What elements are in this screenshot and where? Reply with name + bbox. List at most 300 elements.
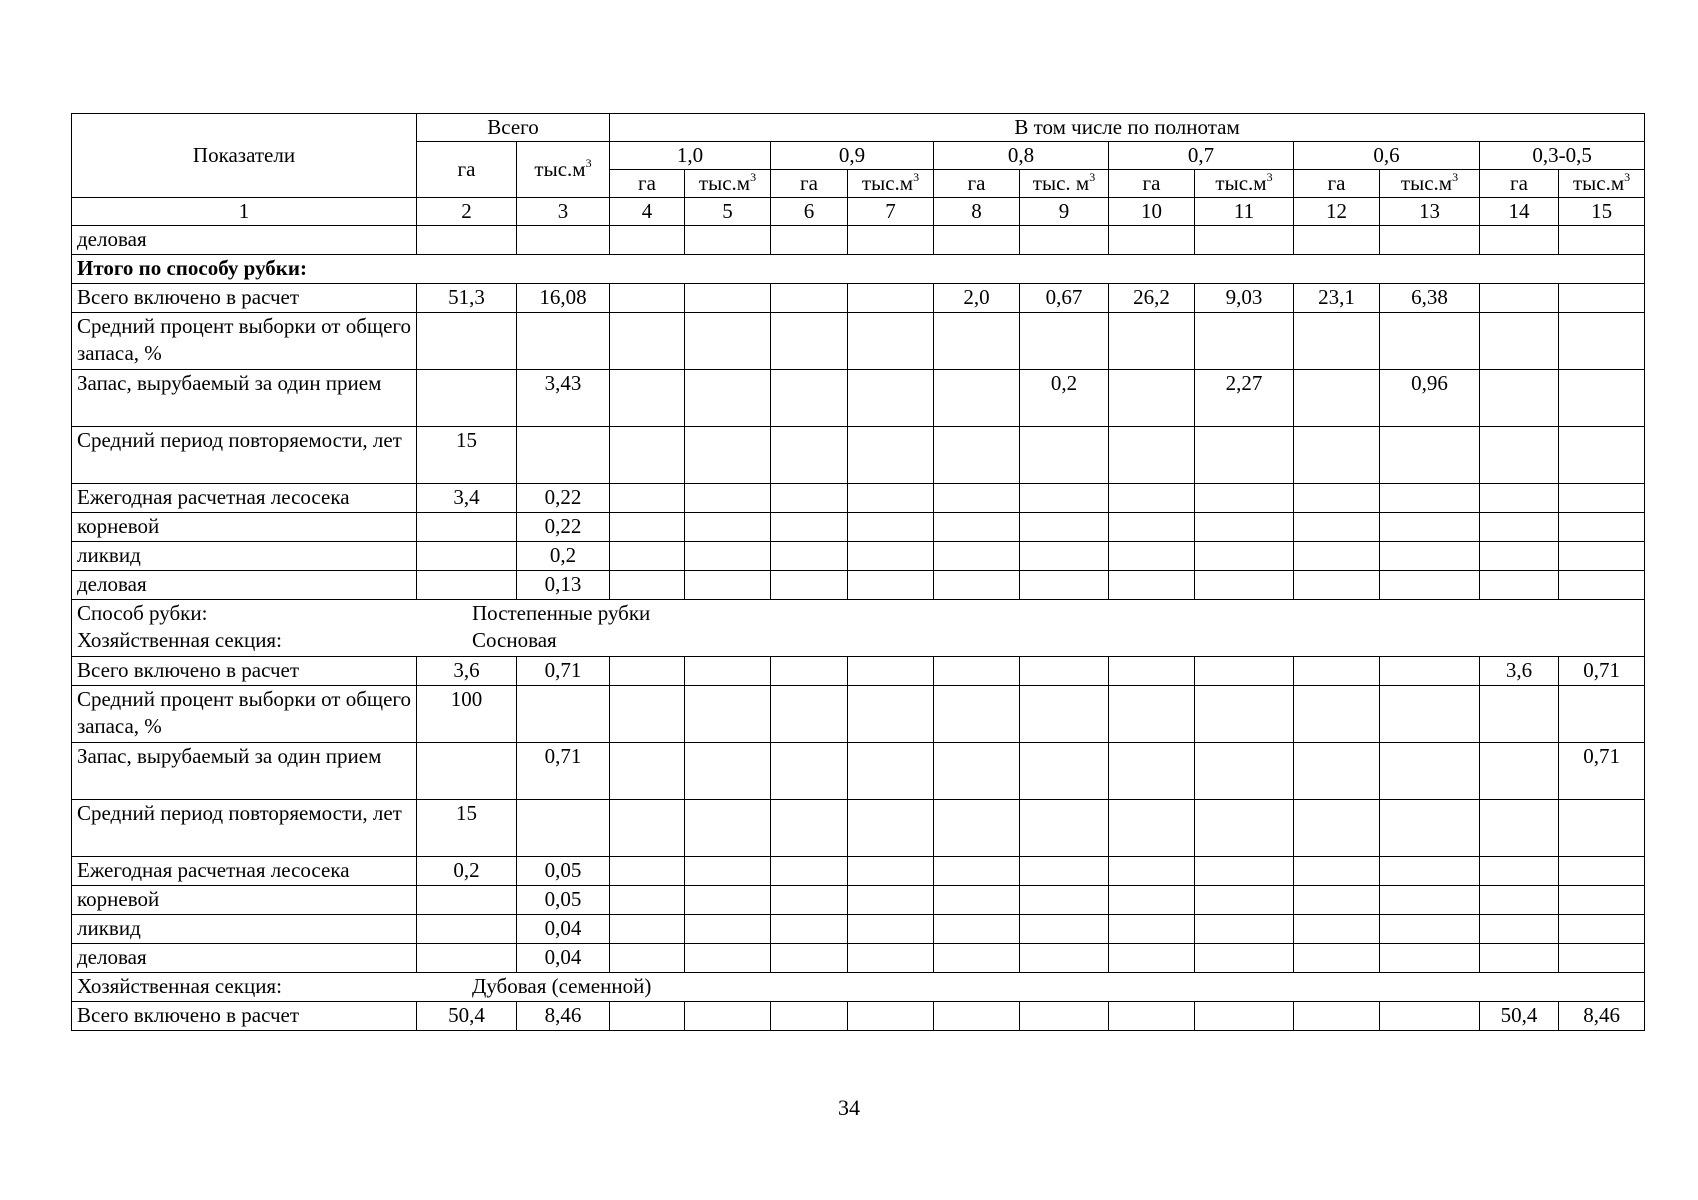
table-cell xyxy=(1020,513,1109,542)
table-cell: 3,43 xyxy=(517,370,610,427)
table-cell xyxy=(1559,284,1645,313)
table-cell xyxy=(685,944,771,973)
table-cell xyxy=(1020,542,1109,571)
table-cell xyxy=(610,657,685,686)
table-cell xyxy=(1195,915,1294,944)
table-cell xyxy=(1559,427,1645,484)
table-cell xyxy=(771,800,848,857)
table-cell xyxy=(1380,657,1480,686)
table-cell xyxy=(1380,944,1480,973)
table-cell xyxy=(1109,313,1195,370)
table-cell xyxy=(610,886,685,915)
table-cell xyxy=(1195,1002,1294,1031)
table-cell xyxy=(1559,944,1645,973)
table-cell xyxy=(417,944,517,973)
table-cell xyxy=(1380,571,1480,600)
table-cell xyxy=(934,313,1020,370)
table-cell: 0,2 xyxy=(1020,370,1109,427)
table-cell xyxy=(1109,484,1195,513)
table-cell xyxy=(610,915,685,944)
table-cell xyxy=(1380,1002,1480,1031)
page-number: 34 xyxy=(838,1095,860,1120)
table-cell xyxy=(417,915,517,944)
table-cell xyxy=(1380,886,1480,915)
column-number: 14 xyxy=(1480,198,1559,226)
table-cell xyxy=(934,571,1020,600)
table-cell xyxy=(1195,686,1294,743)
table-cell xyxy=(771,657,848,686)
row-label: Запас, вырубаемый за один прием xyxy=(72,370,417,427)
table-cell xyxy=(685,484,771,513)
section-info-row xyxy=(72,600,1645,657)
table-row xyxy=(72,915,1645,944)
table-cell xyxy=(685,886,771,915)
table-row xyxy=(72,800,1645,857)
table-cell xyxy=(1020,743,1109,800)
table-cell xyxy=(848,686,934,743)
table-cell xyxy=(610,484,685,513)
table-cell xyxy=(517,427,610,484)
table-cell xyxy=(934,427,1020,484)
table-cell xyxy=(848,226,934,255)
table-cell xyxy=(610,284,685,313)
table-cell xyxy=(771,427,848,484)
table-cell xyxy=(1380,313,1480,370)
table-row xyxy=(72,857,1645,886)
table-cell xyxy=(1559,226,1645,255)
row-label: Средний процент выборки от общего запаса, % xyxy=(72,313,417,370)
table-cell xyxy=(771,915,848,944)
table-cell xyxy=(685,513,771,542)
header-total: Всего xyxy=(417,114,610,142)
table-cell xyxy=(1020,800,1109,857)
header-density-0-7: 0,7 xyxy=(1109,142,1294,170)
table-cell xyxy=(610,542,685,571)
table-cell: 2,0 xyxy=(934,284,1020,313)
table-cell xyxy=(1109,886,1195,915)
table-cell xyxy=(610,944,685,973)
table-cell: 100 xyxy=(417,686,517,743)
column-number: 10 xyxy=(1109,198,1195,226)
table-cell xyxy=(1195,542,1294,571)
table-cell xyxy=(934,542,1020,571)
row-label: Средний процент выборки от общего запаса, % xyxy=(72,686,417,743)
table-cell xyxy=(1195,857,1294,886)
table-cell xyxy=(1195,427,1294,484)
table-cell xyxy=(771,944,848,973)
table-cell xyxy=(1020,944,1109,973)
table-cell xyxy=(1480,313,1559,370)
table-cell xyxy=(517,313,610,370)
table-cell: 2,27 xyxy=(1195,370,1294,427)
row-label: Всего включено в расчет xyxy=(72,284,417,313)
table-cell xyxy=(1380,800,1480,857)
column-number: 13 xyxy=(1380,198,1480,226)
table-cell xyxy=(1294,657,1380,686)
table-cell xyxy=(771,886,848,915)
table-cell xyxy=(685,686,771,743)
info-value: Сосновая xyxy=(472,628,557,652)
forestry-table xyxy=(71,113,1645,1031)
table-cell xyxy=(685,800,771,857)
table-cell xyxy=(1195,571,1294,600)
table-row xyxy=(72,886,1645,915)
table-cell xyxy=(1559,313,1645,370)
section-info xyxy=(72,600,1645,657)
table-cell xyxy=(1195,743,1294,800)
table-cell xyxy=(610,370,685,427)
table-row xyxy=(72,686,1645,743)
table-cell: 23,1 xyxy=(1294,284,1380,313)
table-cell xyxy=(417,886,517,915)
table-cell xyxy=(848,284,934,313)
table-cell xyxy=(848,886,934,915)
table-cell xyxy=(1020,427,1109,484)
info-line xyxy=(77,627,1639,654)
column-number: 7 xyxy=(848,198,934,226)
row-label: Ежегодная расчетная лесосека xyxy=(72,857,417,886)
table-cell xyxy=(1020,857,1109,886)
header-unit-vol: $тыс.м^3$ xyxy=(1195,170,1294,198)
section-info-row xyxy=(72,973,1645,1002)
table-cell xyxy=(934,657,1020,686)
table-cell: 0,2 xyxy=(517,542,610,571)
table-cell xyxy=(934,915,1020,944)
table-cell: 9,03 xyxy=(1195,284,1294,313)
table-cell xyxy=(848,944,934,973)
table-cell: 0,05 xyxy=(517,886,610,915)
header-unit-ha: га xyxy=(934,170,1020,198)
table-cell: 50,4 xyxy=(1480,1002,1559,1031)
section-title: Итого по способу рубки: xyxy=(72,255,1645,284)
row-label: Всего включено в расчет xyxy=(72,1002,417,1031)
table-cell: 0,67 xyxy=(1020,284,1109,313)
table-cell xyxy=(1480,743,1559,800)
table-cell xyxy=(1480,686,1559,743)
section-info xyxy=(72,973,1645,1002)
table-cell: 0,13 xyxy=(517,571,610,600)
table-cell xyxy=(1109,542,1195,571)
table-cell xyxy=(1195,484,1294,513)
table-cell xyxy=(1294,1002,1380,1031)
row-label: деловая xyxy=(72,226,417,255)
header-density-0-9: 0,9 xyxy=(771,142,934,170)
table-cell xyxy=(1380,915,1480,944)
table-cell xyxy=(1380,427,1480,484)
table-cell xyxy=(1559,686,1645,743)
column-number: 4 xyxy=(610,198,685,226)
table-cell xyxy=(610,513,685,542)
table-cell: 0,22 xyxy=(517,513,610,542)
table-cell xyxy=(848,743,934,800)
table-cell xyxy=(848,370,934,427)
table-cell xyxy=(1294,915,1380,944)
table-cell xyxy=(848,1002,934,1031)
table-cell: 26,2 xyxy=(1109,284,1195,313)
table-row xyxy=(72,657,1645,686)
table-cell xyxy=(1020,686,1109,743)
table-cell xyxy=(848,313,934,370)
table-cell xyxy=(771,686,848,743)
table-cell xyxy=(1294,857,1380,886)
table-cell xyxy=(685,542,771,571)
table-cell xyxy=(417,513,517,542)
table-cell xyxy=(848,657,934,686)
table-cell xyxy=(417,542,517,571)
header-density-0-3-0-5: 0,3-0,5 xyxy=(1480,142,1645,170)
table-cell xyxy=(1195,657,1294,686)
table-cell xyxy=(1480,513,1559,542)
table-cell xyxy=(1109,1002,1195,1031)
table-row xyxy=(72,484,1645,513)
table-cell xyxy=(1480,571,1559,600)
row-label: ликвид xyxy=(72,915,417,944)
table-cell xyxy=(1109,743,1195,800)
table-cell xyxy=(1480,226,1559,255)
table-cell xyxy=(1559,571,1645,600)
table-cell xyxy=(1195,886,1294,915)
table-cell xyxy=(771,1002,848,1031)
table-cell xyxy=(934,857,1020,886)
table-cell xyxy=(1559,542,1645,571)
table-cell: 8,46 xyxy=(1559,1002,1645,1031)
table-cell xyxy=(848,571,934,600)
table-cell xyxy=(1294,571,1380,600)
table-cell xyxy=(771,284,848,313)
table-cell xyxy=(1480,857,1559,886)
table-cell xyxy=(934,800,1020,857)
column-number: 5 xyxy=(685,198,771,226)
table-row xyxy=(72,370,1645,427)
section-row xyxy=(72,255,1645,284)
table-cell xyxy=(1109,370,1195,427)
header-unit-vol: $тыс.м^3$ xyxy=(1380,170,1480,198)
table-cell xyxy=(1294,484,1380,513)
row-label: деловая xyxy=(72,944,417,973)
table-cell xyxy=(1020,226,1109,255)
table-cell xyxy=(610,226,685,255)
row-label: ликвид xyxy=(72,542,417,571)
table-cell xyxy=(1380,513,1480,542)
table-cell: 0,05 xyxy=(517,857,610,886)
table-cell xyxy=(848,915,934,944)
table-cell xyxy=(1109,571,1195,600)
table-cell xyxy=(1109,800,1195,857)
table-cell xyxy=(1109,944,1195,973)
header-unit-ha: га xyxy=(1480,170,1559,198)
table-row xyxy=(72,944,1645,973)
table-cell xyxy=(1294,743,1380,800)
table-cell: 6,38 xyxy=(1380,284,1480,313)
header-total-ha: га xyxy=(417,142,517,198)
table-cell xyxy=(685,571,771,600)
header-unit-vol: $тыс.м^3$ xyxy=(685,170,771,198)
header-density-0-6: 0,6 xyxy=(1294,142,1480,170)
table-cell xyxy=(417,571,517,600)
table-cell xyxy=(934,686,1020,743)
table-row xyxy=(72,284,1645,313)
table-cell: 51,3 xyxy=(417,284,517,313)
table-cell xyxy=(685,313,771,370)
table-cell xyxy=(1294,686,1380,743)
table-cell xyxy=(848,484,934,513)
header-unit-ha: га xyxy=(1294,170,1380,198)
table-cell: 0,71 xyxy=(1559,743,1645,800)
table-cell xyxy=(1559,886,1645,915)
column-number: 3 xyxy=(517,198,610,226)
header-unit-vol: тыс. $м^3$ xyxy=(1020,170,1109,198)
table-cell xyxy=(771,370,848,427)
header-unit-vol: $тыс.м^3$ xyxy=(1559,170,1645,198)
table-cell: 3,4 xyxy=(417,484,517,513)
table-cell xyxy=(771,513,848,542)
table-cell xyxy=(1020,571,1109,600)
table-cell xyxy=(610,800,685,857)
table-cell xyxy=(417,226,517,255)
table-cell xyxy=(517,800,610,857)
row-label: Средний период повторяемости, лет xyxy=(72,800,417,857)
table-cell xyxy=(1020,1002,1109,1031)
table-cell: 0,04 xyxy=(517,944,610,973)
table-cell xyxy=(1020,657,1109,686)
table-cell xyxy=(848,800,934,857)
table-cell xyxy=(934,513,1020,542)
table-cell xyxy=(934,1002,1020,1031)
table-cell xyxy=(848,542,934,571)
table-cell: 3,6 xyxy=(1480,657,1559,686)
table-cell xyxy=(685,915,771,944)
table-cell xyxy=(1480,800,1559,857)
table-row xyxy=(72,571,1645,600)
table-cell xyxy=(934,226,1020,255)
table-cell xyxy=(685,427,771,484)
table-cell xyxy=(517,226,610,255)
table-cell: 8,46 xyxy=(517,1002,610,1031)
table-cell xyxy=(1559,484,1645,513)
column-number: 8 xyxy=(934,198,1020,226)
table-cell xyxy=(771,313,848,370)
header-unit-ha: га xyxy=(610,170,685,198)
header-density-0-8: 0,8 xyxy=(934,142,1109,170)
table-cell xyxy=(1109,226,1195,255)
info-key: Способ рубки: xyxy=(77,601,208,625)
table-cell xyxy=(1380,686,1480,743)
table-row xyxy=(72,1002,1645,1031)
table-cell: 0,22 xyxy=(517,484,610,513)
table-row xyxy=(72,743,1645,800)
row-label: Средний период повторяемости, лет xyxy=(72,427,417,484)
table-cell xyxy=(1380,542,1480,571)
table-cell xyxy=(1380,743,1480,800)
table-row xyxy=(72,542,1645,571)
table-cell xyxy=(771,857,848,886)
table-cell: 0,2 xyxy=(417,857,517,886)
info-line xyxy=(77,600,1639,627)
row-label: корневой xyxy=(72,513,417,542)
table-cell: 16,08 xyxy=(517,284,610,313)
table-cell xyxy=(934,370,1020,427)
table-cell xyxy=(934,743,1020,800)
table-cell xyxy=(771,542,848,571)
table-cell xyxy=(1480,915,1559,944)
table-cell xyxy=(685,857,771,886)
table-cell: 0,04 xyxy=(517,915,610,944)
header-unit-ha: га xyxy=(1109,170,1195,198)
table-cell xyxy=(685,370,771,427)
table-cell xyxy=(771,226,848,255)
header-unit-ha: га xyxy=(771,170,848,198)
table-cell xyxy=(1294,226,1380,255)
table-cell xyxy=(1294,370,1380,427)
table-cell xyxy=(1480,427,1559,484)
table-row xyxy=(72,226,1645,255)
column-number: 2 xyxy=(417,198,517,226)
table-cell xyxy=(1294,800,1380,857)
table-cell xyxy=(417,370,517,427)
header-unit-vol: $тыс.м^3$ xyxy=(848,170,934,198)
table-cell xyxy=(610,571,685,600)
table-cell xyxy=(1109,686,1195,743)
column-number: 11 xyxy=(1195,198,1294,226)
info-value: Дубовая (семенной) xyxy=(472,974,652,998)
table-cell xyxy=(1109,427,1195,484)
table-cell: 3,6 xyxy=(417,657,517,686)
table-row xyxy=(72,427,1645,484)
table-cell: 0,96 xyxy=(1380,370,1480,427)
table-cell xyxy=(1559,800,1645,857)
table-cell xyxy=(1480,370,1559,427)
table-cell xyxy=(1480,886,1559,915)
header-indicators: Показатели xyxy=(72,114,417,198)
table-cell: 50,4 xyxy=(417,1002,517,1031)
table-cell: 0,71 xyxy=(517,657,610,686)
row-label: деловая xyxy=(72,571,417,600)
header-density-1-0: 1,0 xyxy=(610,142,771,170)
row-label: корневой xyxy=(72,886,417,915)
table-cell xyxy=(1480,542,1559,571)
column-number: 12 xyxy=(1294,198,1380,226)
table-cell xyxy=(771,484,848,513)
table-cell xyxy=(1559,857,1645,886)
table-cell xyxy=(685,657,771,686)
table-cell xyxy=(1020,886,1109,915)
table-cell xyxy=(610,686,685,743)
table-cell xyxy=(1294,313,1380,370)
table-cell xyxy=(1195,800,1294,857)
column-number-row xyxy=(72,198,1645,226)
table-cell xyxy=(1559,915,1645,944)
table-cell xyxy=(685,1002,771,1031)
table-cell xyxy=(848,513,934,542)
table-cell xyxy=(517,686,610,743)
column-number: 1 xyxy=(72,198,417,226)
header-including-by-density: В том числе по полнотам xyxy=(610,114,1645,142)
table-cell xyxy=(685,743,771,800)
table-cell xyxy=(1020,915,1109,944)
table-cell xyxy=(934,944,1020,973)
table-cell xyxy=(1294,542,1380,571)
table-cell xyxy=(1559,370,1645,427)
table-row xyxy=(72,513,1645,542)
table-cell xyxy=(1109,513,1195,542)
row-label: Запас, вырубаемый за один прием xyxy=(72,743,417,800)
table-cell xyxy=(610,313,685,370)
table-cell xyxy=(685,284,771,313)
table-cell xyxy=(1195,944,1294,973)
table-cell xyxy=(771,743,848,800)
table-cell xyxy=(1380,857,1480,886)
table-cell xyxy=(610,857,685,886)
